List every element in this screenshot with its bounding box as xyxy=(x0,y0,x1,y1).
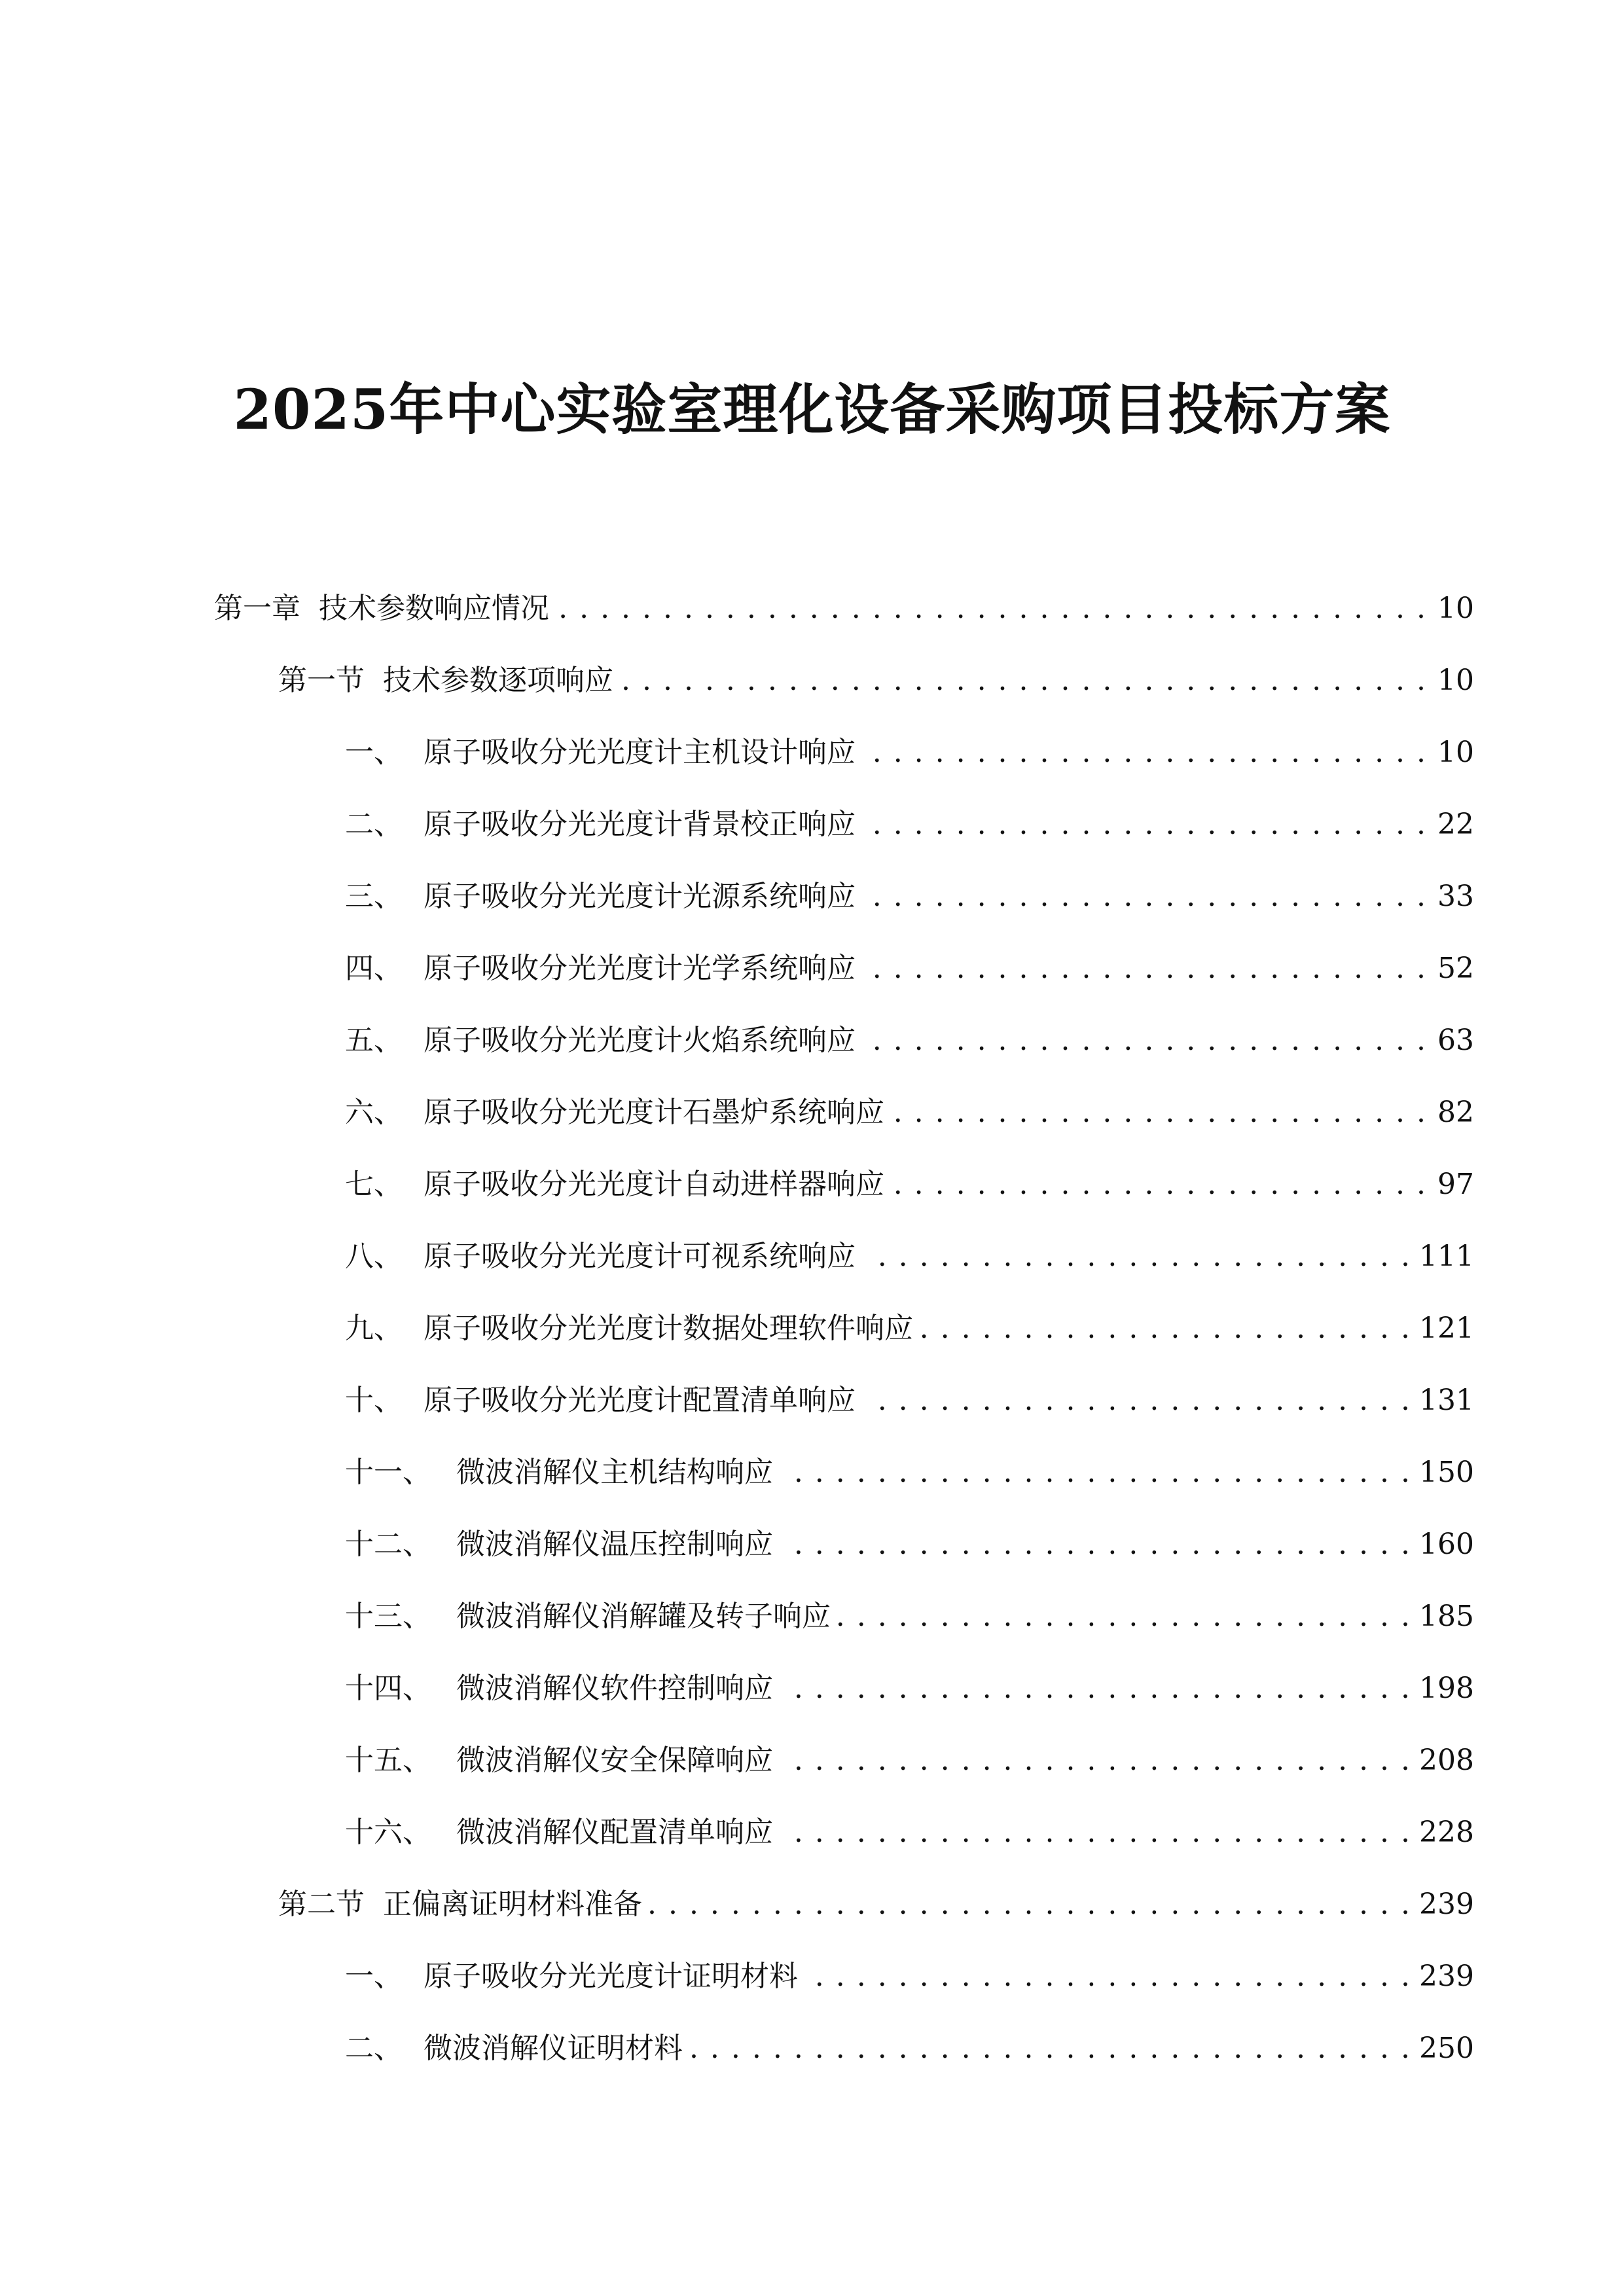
toc-entry-label: 原子吸收分光光度计可视系统响应 xyxy=(424,1240,856,1273)
toc-dot-leader xyxy=(863,861,1427,933)
toc-dot-leader xyxy=(921,1293,1411,1365)
toc-entry-number: 二、 xyxy=(345,808,403,841)
toc-entry-label: 技术参数逐项响应 xyxy=(383,664,613,697)
toc-entry[interactable] xyxy=(345,1941,1474,2013)
toc-dot-leader xyxy=(557,573,1427,645)
toc-entry-label: 原子吸收分光光度计主机设计响应 xyxy=(424,736,856,769)
toc-entry-label: 原子吸收分光光度计光学系统响应 xyxy=(424,952,856,985)
toc-entry[interactable] xyxy=(345,1221,1474,1293)
toc-entry-label: 原子吸收分光光度计光源系统响应 xyxy=(424,880,856,913)
toc-entry[interactable] xyxy=(345,933,1474,1005)
toc-entry-page: 121 xyxy=(1419,1312,1474,1345)
toc-entry-label: 原子吸收分光光度计石墨炉系统响应 xyxy=(424,1096,884,1129)
toc-entry[interactable] xyxy=(345,1437,1474,1509)
toc-entry-label: 原子吸收分光光度计背景校正响应 xyxy=(424,808,856,841)
toc-dot-leader xyxy=(863,789,1427,861)
toc-dot-leader xyxy=(839,1581,1411,1653)
toc-entry-number: 八、 xyxy=(345,1240,403,1273)
toc-dot-leader xyxy=(863,717,1427,789)
toc-entry-label: 微波消解仪软件控制响应 xyxy=(456,1672,773,1705)
toc-dot-leader xyxy=(621,645,1427,717)
toc-dot-leader xyxy=(892,1077,1427,1149)
toc-entry-label: 微波消解仪温压控制响应 xyxy=(456,1528,773,1561)
toc-entry-number: 六、 xyxy=(345,1096,403,1129)
toc-dot-leader xyxy=(650,1869,1411,1941)
toc-entry-label: 技术参数响应情况 xyxy=(319,592,549,625)
toc-entry-label: 原子吸收分光光度计自动进样器响应 xyxy=(424,1168,884,1201)
toc-dot-leader xyxy=(863,1005,1427,1077)
toc-dot-leader xyxy=(892,1149,1427,1221)
toc-entry-number: 七、 xyxy=(345,1168,403,1201)
toc-entry-number: 一、 xyxy=(345,1960,403,1993)
toc-entry[interactable] xyxy=(345,1653,1474,1725)
toc-entry-label: 原子吸收分光光度计证明材料 xyxy=(424,1960,798,1993)
toc-entry-page: 10 xyxy=(1437,592,1474,625)
toc-entry-label: 微波消解仪配置清单响应 xyxy=(456,1816,773,1849)
toc-entry-page: 22 xyxy=(1437,808,1474,841)
toc-entry[interactable] xyxy=(345,1077,1474,1149)
toc-entry-page: 10 xyxy=(1437,736,1474,769)
toc-entry-number: 二、 xyxy=(345,2032,403,2065)
toc-entry-page: 198 xyxy=(1419,1672,1474,1705)
toc-dot-leader xyxy=(863,1221,1411,1293)
toc-dot-leader xyxy=(781,1653,1411,1725)
toc-entry[interactable] xyxy=(278,1869,1474,1941)
toc-entry[interactable] xyxy=(345,1509,1474,1581)
toc-entry-page: 150 xyxy=(1419,1456,1474,1489)
toc-entry-page: 250 xyxy=(1419,2032,1474,2065)
toc-entry[interactable] xyxy=(345,1005,1474,1077)
toc-dot-leader xyxy=(863,933,1427,1005)
toc-entry-number: 十、 xyxy=(345,1384,403,1417)
toc-entry-number: 第一章 xyxy=(214,592,300,625)
toc-entry-number: 三、 xyxy=(345,880,403,913)
toc-dot-leader xyxy=(781,1797,1411,1869)
toc-entry[interactable] xyxy=(278,645,1474,717)
toc-entry-page: 185 xyxy=(1419,1600,1474,1633)
toc-dot-leader xyxy=(781,1725,1411,1797)
toc-dot-leader xyxy=(863,1365,1411,1437)
toc-dot-leader xyxy=(806,1941,1411,2013)
toc-entry-label: 微波消解仪证明材料 xyxy=(424,2032,683,2065)
toc-entry-page: 131 xyxy=(1419,1384,1474,1417)
toc-dot-leader xyxy=(781,1437,1411,1509)
toc-entry-page: 239 xyxy=(1419,1888,1474,1921)
toc-entry[interactable] xyxy=(345,1149,1474,1221)
toc-entry-page: 111 xyxy=(1419,1240,1474,1273)
toc-entry[interactable] xyxy=(345,1581,1474,1653)
toc-entry-number: 一、 xyxy=(345,736,403,769)
toc-entry-number: 十五、 xyxy=(345,1744,431,1777)
toc-entry-page: 52 xyxy=(1437,952,1474,985)
toc-entry-page: 228 xyxy=(1419,1816,1474,1849)
toc-entry-page: 239 xyxy=(1419,1960,1474,1993)
toc-entry[interactable] xyxy=(345,1725,1474,1797)
toc-entry-number: 五、 xyxy=(345,1024,403,1057)
toc-entry-number: 十四、 xyxy=(345,1672,431,1705)
toc-entry-label: 原子吸收分光光度计火焰系统响应 xyxy=(424,1024,856,1057)
toc-entry[interactable] xyxy=(345,2013,1474,2085)
toc-entry-number: 四、 xyxy=(345,952,403,985)
toc-entry-page: 63 xyxy=(1437,1024,1474,1057)
toc-entry-number: 十一、 xyxy=(345,1456,431,1489)
toc-entry[interactable] xyxy=(345,1365,1474,1437)
toc-entry[interactable] xyxy=(345,861,1474,933)
toc-entry-page: 82 xyxy=(1437,1096,1474,1129)
toc-entry-number: 第二节 xyxy=(278,1888,365,1921)
toc-entry-page: 160 xyxy=(1419,1528,1474,1561)
toc-entry[interactable] xyxy=(345,1797,1474,1869)
toc-entry[interactable] xyxy=(345,789,1474,861)
toc-entry-label: 微波消解仪安全保障响应 xyxy=(456,1744,773,1777)
toc-entry-page: 208 xyxy=(1419,1744,1474,1777)
toc-entry[interactable] xyxy=(345,717,1474,789)
toc-entry-label: 微波消解仪消解罐及转子响应 xyxy=(456,1600,831,1633)
toc-entry-page: 33 xyxy=(1437,880,1474,913)
toc-entry-number: 十三、 xyxy=(345,1600,431,1633)
toc-entry-number: 九、 xyxy=(345,1312,403,1345)
toc-entry-page: 10 xyxy=(1437,664,1474,697)
toc-entry-number: 十二、 xyxy=(345,1528,431,1561)
toc-entry-page: 97 xyxy=(1437,1168,1474,1201)
toc-entry-number: 十六、 xyxy=(345,1816,431,1849)
toc-entry[interactable] xyxy=(214,573,1474,645)
document-title: 2025年中心实验室理化设备采购项目投标方案 xyxy=(233,377,1391,442)
toc-entry-label: 正偏离证明材料准备 xyxy=(383,1888,642,1921)
toc-entry-label: 微波消解仪主机结构响应 xyxy=(456,1456,773,1489)
toc-dot-leader xyxy=(781,1509,1411,1581)
toc-entry-number: 第一节 xyxy=(278,664,365,697)
toc-dot-leader xyxy=(691,2013,1411,2085)
toc-entry-label: 原子吸收分光光度计配置清单响应 xyxy=(424,1384,856,1417)
toc-entry-label: 原子吸收分光光度计数据处理软件响应 xyxy=(424,1312,913,1345)
toc-entry[interactable] xyxy=(345,1293,1474,1365)
